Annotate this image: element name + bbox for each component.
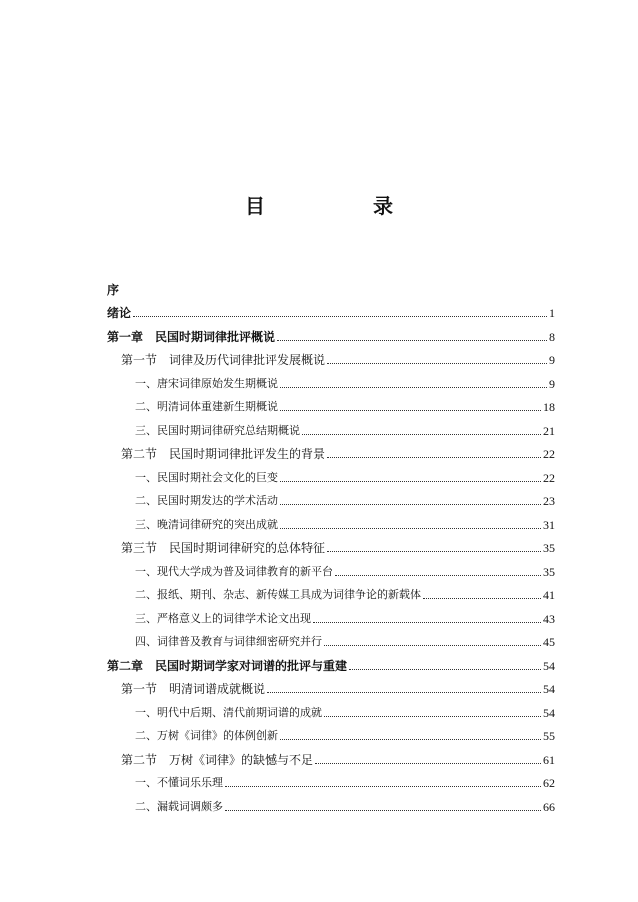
dot-leader <box>280 481 541 482</box>
toc-entry-item[interactable] <box>107 603 555 627</box>
toc-page-number: 35 <box>543 541 555 555</box>
dot-leader <box>225 810 541 811</box>
toc-entry-title: 绪论 <box>107 306 132 320</box>
toc-entry-item[interactable] <box>107 486 555 510</box>
dot-leader <box>327 551 541 552</box>
toc-entry-item[interactable] <box>107 392 555 416</box>
dot-leader <box>349 669 541 670</box>
toc-page-number: 22 <box>543 470 555 485</box>
toc-entry-title: 第一节 明清词谱成就概说 <box>121 682 266 696</box>
dot-leader <box>324 645 541 646</box>
dot-leader <box>423 598 541 599</box>
toc-entry-title: 二、民国时期发达的学术活动 <box>135 494 278 507</box>
toc-page-number: 9 <box>549 353 555 367</box>
toc-entry-title: 第二节 万树《词律》的缺憾与不足 <box>121 752 314 767</box>
table-of-contents <box>107 274 555 815</box>
toc-entry-item[interactable] <box>107 627 555 651</box>
dot-leader <box>225 786 541 787</box>
toc-entry-title: 第一章 民国时期词律批评概说 <box>107 329 276 344</box>
toc-entry-title: 二、漏载词调颇多 <box>135 799 223 813</box>
toc-entry-section[interactable] <box>107 533 555 557</box>
toc-page-number: 43 <box>543 611 555 626</box>
toc-entry-item[interactable] <box>107 556 555 580</box>
dot-leader <box>280 528 541 529</box>
toc-entry-item[interactable] <box>107 721 555 745</box>
toc-entry-chapter[interactable] <box>107 650 555 674</box>
toc-entry-title: 第二节 民国时期词律批评发生的背景 <box>121 447 326 461</box>
dot-leader <box>327 457 541 458</box>
toc-page-number: 31 <box>543 517 555 532</box>
toc-entry-item[interactable] <box>107 791 555 815</box>
toc-entry-title: 二、明清词体重建新生期概说 <box>135 400 278 413</box>
toc-entry-chapter[interactable] <box>107 274 555 298</box>
dot-leader <box>327 363 547 364</box>
toc-entry-section[interactable] <box>107 439 555 463</box>
toc-entry-chapter[interactable] <box>107 298 555 322</box>
toc-entry-title: 一、民国时期社会文化的巨变 <box>135 470 278 484</box>
toc-page-number: 1 <box>549 306 555 320</box>
toc-entry-item[interactable] <box>107 697 555 721</box>
dot-leader <box>335 575 541 576</box>
toc-page-number: 22 <box>543 447 555 461</box>
toc-entry-title: 二、万树《词律》的体例创新 <box>135 729 278 742</box>
toc-page-number: 23 <box>543 494 555 508</box>
toc-page-number: 9 <box>549 376 555 391</box>
toc-page-number: 41 <box>543 588 555 602</box>
dot-leader <box>324 716 541 717</box>
toc-entry-title: 三、晚清词律研究的突出成就 <box>135 517 278 531</box>
toc-entry-title: 一、现代大学成为普及词律教育的新平台 <box>135 564 333 578</box>
toc-entry-section[interactable] <box>107 744 555 768</box>
toc-entry-section[interactable] <box>107 674 555 698</box>
toc-entry-title: 序 <box>107 282 120 297</box>
toc-page-number: 18 <box>543 400 555 414</box>
dot-leader <box>277 340 547 341</box>
toc-entry-title: 二、报纸、期刊、杂志、新传媒工具成为词律争论的新载体 <box>135 588 421 601</box>
dot-leader <box>267 692 541 693</box>
page-title: 目 录 <box>245 194 437 218</box>
dot-leader <box>280 739 541 740</box>
dot-leader <box>315 763 541 764</box>
toc-page-number: 45 <box>543 635 555 649</box>
dot-leader <box>302 434 541 435</box>
toc-page-number: 21 <box>543 423 555 438</box>
toc-entry-item[interactable] <box>107 368 555 392</box>
toc-entry-title: 第三节 民国时期词律研究的总体特征 <box>121 541 326 555</box>
toc-entry-title: 四、词律普及教育与词律细密研究并行 <box>135 635 322 648</box>
dot-leader <box>280 387 547 388</box>
toc-entry-title: 一、唐宋词律原始发生期概说 <box>135 376 278 390</box>
toc-entry-title: 一、不懂词乐乐理 <box>135 776 223 789</box>
toc-page-number: 35 <box>543 564 555 579</box>
toc-page-number: 54 <box>543 658 555 673</box>
dot-leader <box>133 316 547 317</box>
dot-leader <box>280 410 541 411</box>
toc-page-number: 8 <box>549 329 555 344</box>
toc-entry-item[interactable] <box>107 415 555 439</box>
toc-entry-chapter[interactable] <box>107 321 555 345</box>
toc-page-number: 62 <box>543 776 555 790</box>
toc-page-number: 61 <box>543 752 555 767</box>
toc-entry-item[interactable] <box>107 768 555 792</box>
toc-entry-title: 第二章 民国时期词学家对词谱的批评与重建 <box>107 658 348 673</box>
dot-leader <box>313 622 541 623</box>
toc-page-number: 55 <box>543 729 555 743</box>
toc-entry-section[interactable] <box>107 345 555 369</box>
toc-entry-title: 第一节 词律及历代词律批评发展概说 <box>121 353 326 367</box>
toc-entry-title: 一、明代中后期、清代前期词谱的成就 <box>135 705 322 719</box>
toc-page-number: 66 <box>543 799 555 814</box>
toc-entry-title: 三、严格意义上的词律学术论文出现 <box>135 611 311 625</box>
toc-page-number: 54 <box>543 682 555 696</box>
dot-leader <box>280 504 541 505</box>
toc-page-number: 54 <box>543 705 555 720</box>
toc-entry-item[interactable] <box>107 580 555 604</box>
toc-entry-item[interactable] <box>107 509 555 533</box>
toc-entry-item[interactable] <box>107 462 555 486</box>
toc-entry-title: 三、民国时期词律研究总结期概说 <box>135 423 300 437</box>
